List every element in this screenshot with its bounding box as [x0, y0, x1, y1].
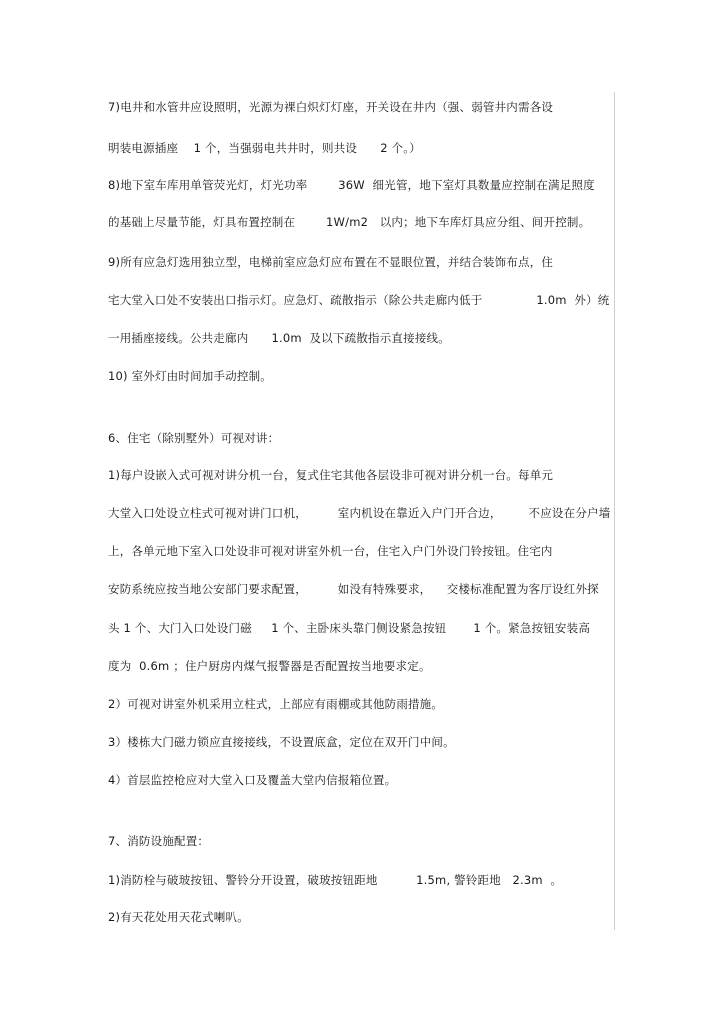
text-line-10: 1)每户设嵌入式可视对讲分机一台，复式住宅其他各层设非可视对讲分机一台。每单元 [108, 468, 554, 482]
text-line-12: 上，各单元地下室入口处设非可视对讲室外机一台，住宅入户门外设门铃按钮。住宅内 [108, 544, 553, 558]
text-line-1: 7)电井和水管井应设照明，光源为裸白炽灯灯座，开关设在井内（强、弱管井内需各设 [108, 100, 554, 114]
text-line-21: 2)有天花处用天花式喇叭。 [108, 910, 249, 924]
section-heading-fire: 7、消防设施配置： [108, 834, 210, 848]
text-line-4: 的基础上尽量节能，灯具布置控制在 1W/m2 以内；地下车库灯具应分组、间开控制。 [108, 215, 591, 229]
text-line-13: 安防系统应按当地公安部门要求配置， 如没有特殊要求， 交楼标准配置为客厅设红外探 [108, 582, 599, 596]
text-line-2: 明装电源插座 1 个，当强弱电共井时，则共设 2 个。） [108, 141, 421, 155]
text-line-16: 2）可视对讲室外机采用立柱式，上部应有雨棚或其他防雨措施。 [108, 697, 444, 711]
text-line-7: 一用插座接线。公共走廊内 1.0m 及以下疏散指示直接接线。 [108, 331, 450, 345]
text-line-14: 头 1 个、大门入口处设门磁 1 个、主卧床头靠门侧设紧急按钮 1 个。紧急按钮安装高 [108, 621, 591, 635]
section-heading-intercom: 6、住宅（除别墅外）可视对讲： [108, 431, 280, 445]
page-right-border [614, 92, 615, 930]
text-line-11: 大堂入口处设立柱式可视对讲门口机， 室内机设在靠近入户门开合边， 不应设在分户墙 [108, 506, 611, 520]
text-line-3: 8)地下室车库用单管荧光灯，灯光功率 36W 细光管，地下室灯具数量应控制在满足照度 [108, 178, 595, 192]
text-line-18: 4）首层监控枪应对大堂入口及覆盖大堂内信报箱位置。 [108, 773, 397, 787]
text-line-6: 宅大堂入口处不安装出口指示灯。应急灯、疏散指示（除公共走廊内低于 1.0m 外）统 [108, 293, 610, 307]
text-line-8: 10) 室外灯由时间加手动控制。 [108, 369, 272, 383]
text-line-5: 9)所有应急灯选用独立型，电梯前室应急灯应布置在不显眼位置，并结合装饰布点，住 [108, 255, 554, 269]
text-line-17: 3）楼栋大门磁力锁应直接接线，不设置底盒，定位在双开门中间。 [108, 735, 455, 749]
text-line-15: 度为 0.6m ；住户厨房内煤气报警器是否配置按当地要求定。 [108, 659, 431, 673]
text-line-20: 1)消防栓与破玻按钮、警铃分开设置，破玻按钮距地 1.5m, 警铃距地 2.3m 。 [108, 873, 563, 887]
